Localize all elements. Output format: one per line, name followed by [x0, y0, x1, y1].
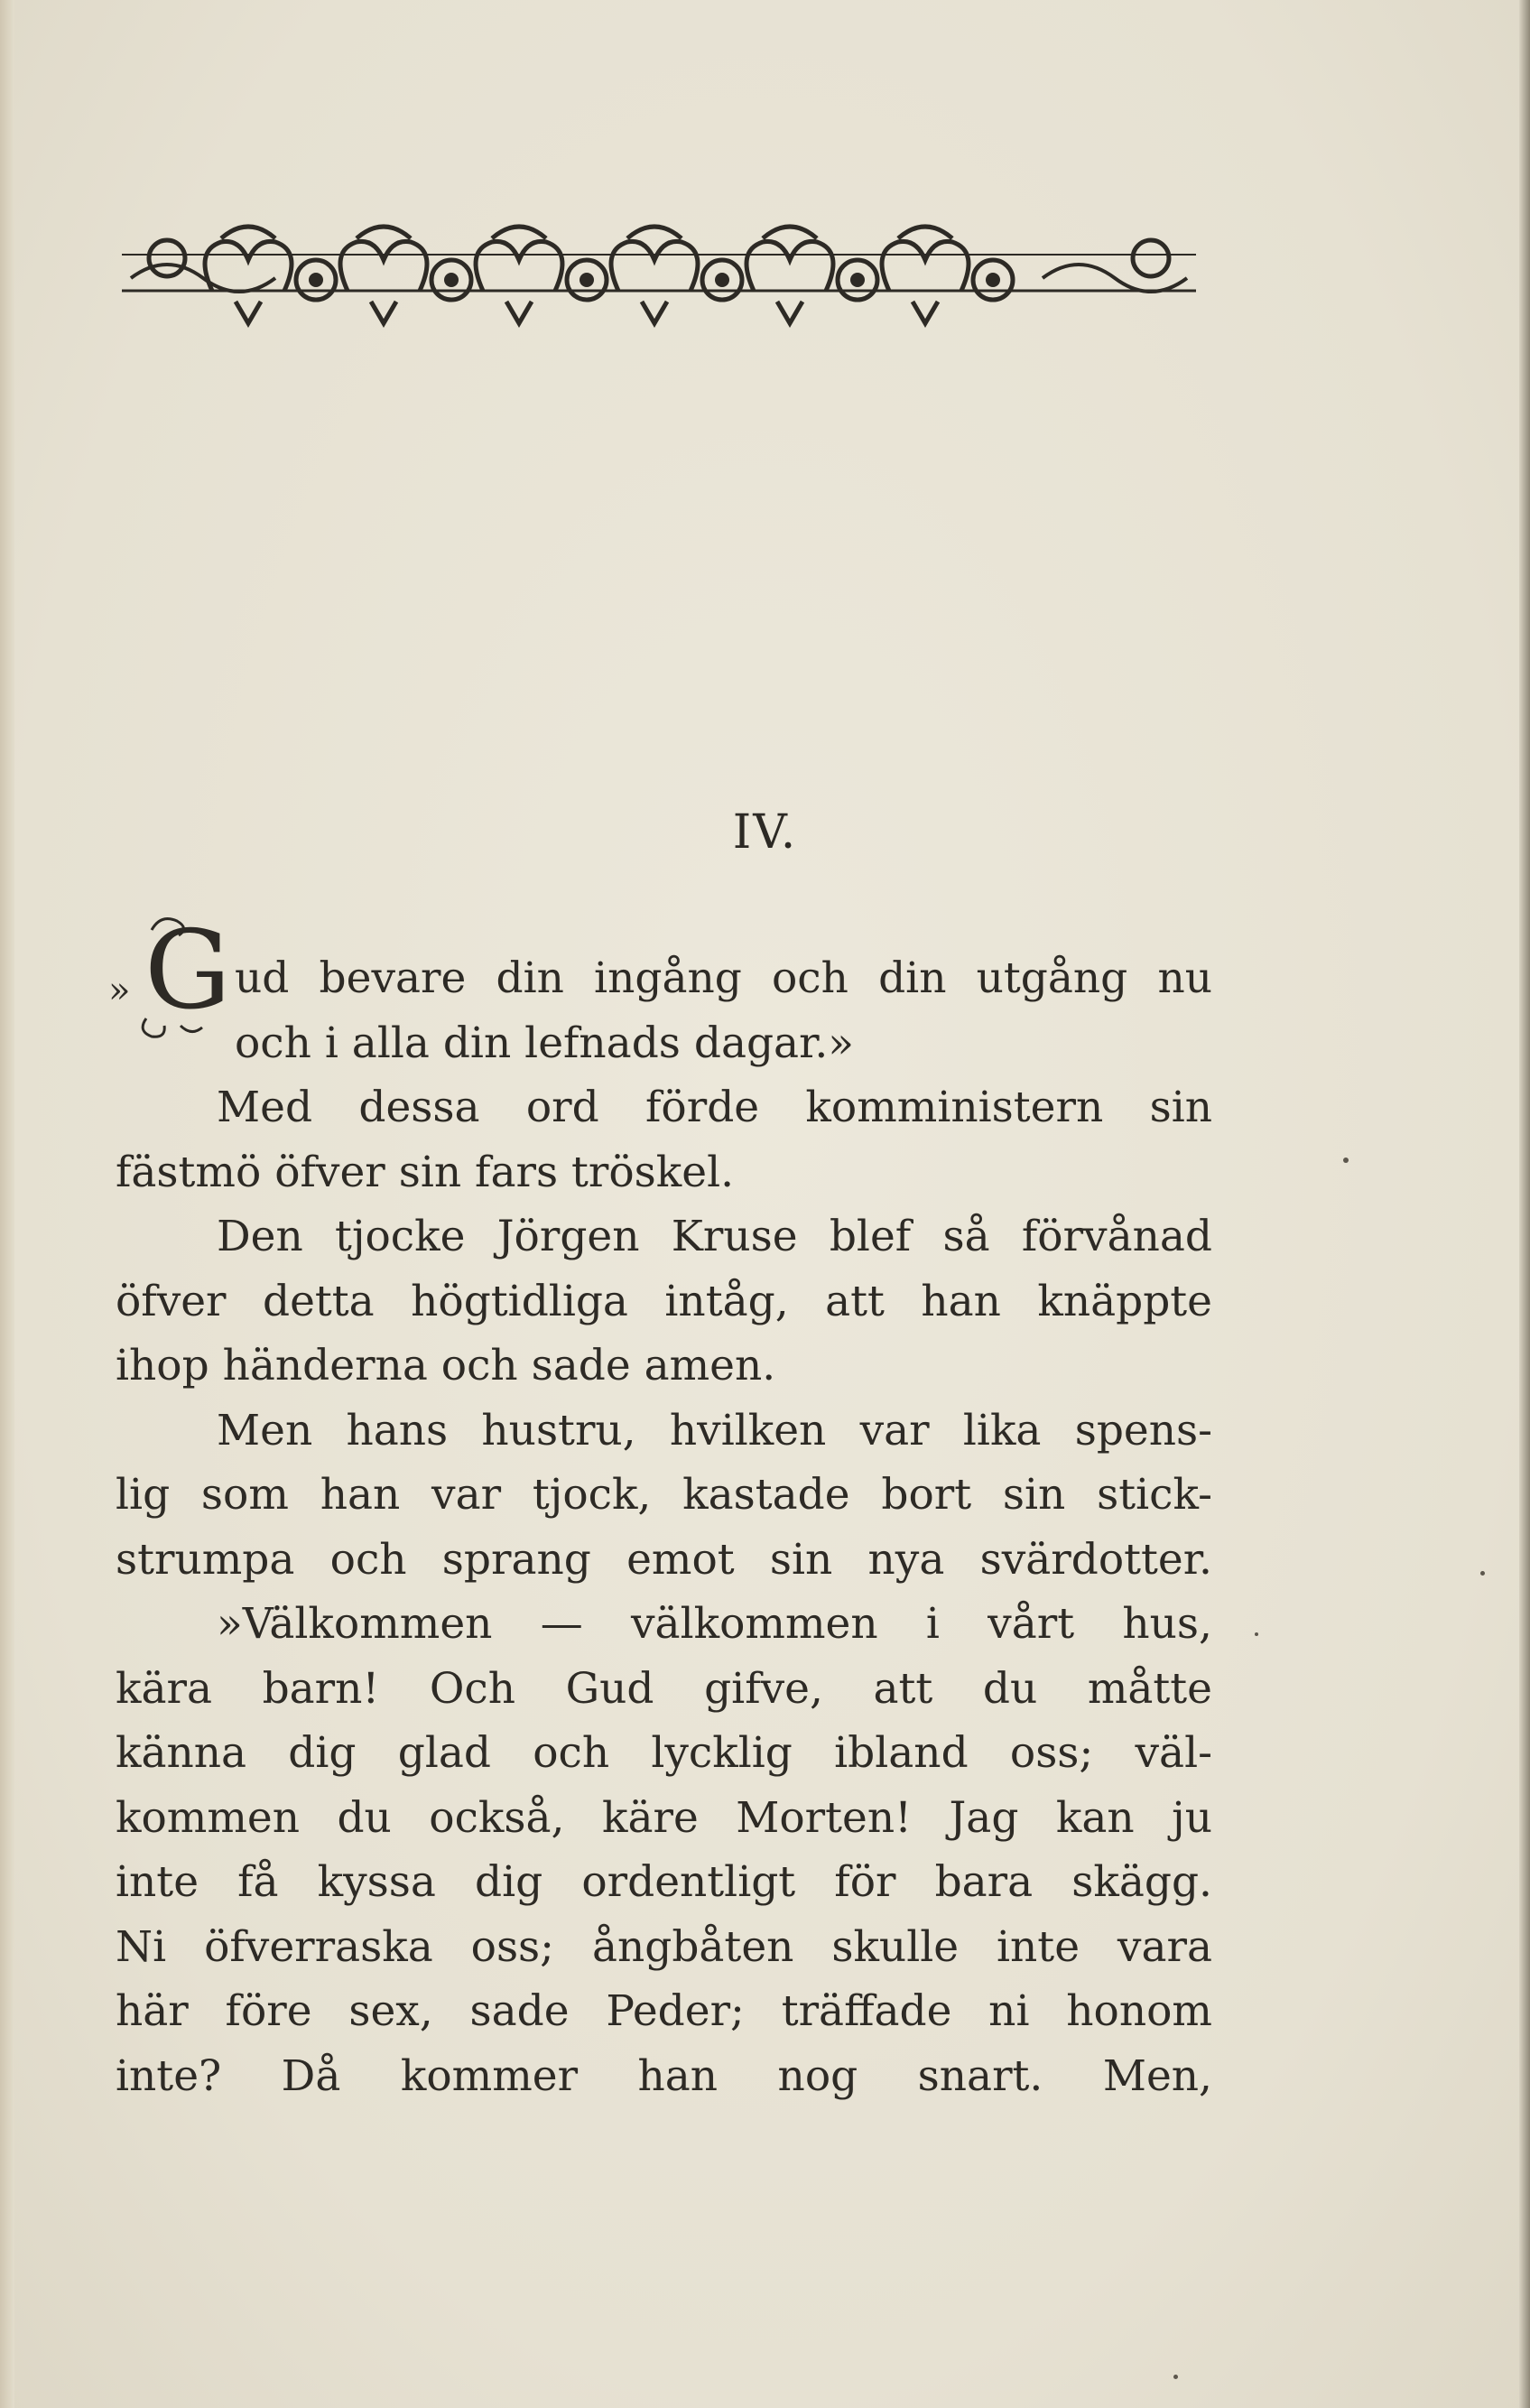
- ornament-pendant: [506, 302, 532, 323]
- dropcap-letter: G: [144, 908, 231, 1034]
- ornament-scroll: [357, 227, 411, 238]
- text-line: inte få kyssa dig ordentligt för bara skägg.: [116, 1857, 1212, 1907]
- opening-quote: »: [108, 970, 131, 1011]
- line-text: ud bevare din ingång och din utgång nu: [235, 953, 1212, 1003]
- paper-speck: [1480, 1571, 1485, 1576]
- ornament-lyre: [340, 241, 427, 291]
- body-text: [108, 908, 1212, 2108]
- text-line: »Välkommen — välkommen i vårt hus,: [217, 1599, 1212, 1649]
- ornament-scroll: [763, 227, 817, 238]
- text-line: Den tjocke Jörgen Kruse blef så förvånad: [217, 1212, 1212, 1261]
- text-line: Men hans hustru, hvilken var lika spens-: [217, 1405, 1212, 1455]
- ornament-lyre: [205, 241, 292, 291]
- ornament-dot: [580, 273, 594, 287]
- text-line: här före sex, sade Peder; träffade ni honom: [116, 1986, 1212, 2036]
- text-line: [108, 908, 1212, 1034]
- ornament-lyre: [476, 241, 562, 291]
- ornament-pendant: [642, 302, 667, 323]
- ornament-end-curl: [1133, 240, 1169, 276]
- ornament-dot: [309, 273, 323, 287]
- text-line: kära barn! Och Gud gifve, att du måtte: [116, 1663, 1212, 1714]
- page-left-edge: [0, 0, 14, 2408]
- ornament-lyre: [611, 241, 698, 291]
- text-line: och i alla din lefnads dagar.»: [235, 1018, 855, 1068]
- ornament-lyre: [746, 241, 833, 291]
- ornament-lyre: [882, 241, 969, 291]
- ornament-dot: [444, 273, 459, 287]
- text-line: öfver detta högtidliga intåg, att han knäppte: [116, 1276, 1212, 1326]
- ornament-scroll: [627, 227, 682, 238]
- paper-speck: [1255, 1632, 1258, 1636]
- ornament-scroll: [898, 227, 952, 238]
- text-line: fästmö öfver sin fars tröskel.: [116, 1147, 735, 1197]
- text-line: ihop händerna och sade amen.: [116, 1341, 776, 1390]
- ornament-dot: [850, 273, 865, 287]
- text-line: Ni öfverraska oss; ångbåten skulle inte vara: [116, 1921, 1212, 1972]
- text-line: lig som han var tjock, kastade bort sin stick-: [116, 1470, 1212, 1520]
- paper-speck: [1173, 2375, 1178, 2379]
- text-line: känna dig glad och lycklig ibland oss; väl-: [116, 1728, 1212, 1778]
- ornamental-header-band: [113, 215, 1205, 330]
- ornament-pendant: [777, 302, 802, 323]
- text-line: kommen du också, käre Morten! Jag kan ju: [116, 1792, 1212, 1843]
- ornament-pendant: [236, 302, 261, 323]
- ornament-end-curl: [149, 240, 185, 276]
- ornament-scroll: [221, 227, 275, 238]
- text-line: Med dessa ord förde komministern sin: [217, 1083, 1212, 1132]
- chapter-heading: IV.: [732, 805, 798, 860]
- ornament-dot: [715, 273, 729, 287]
- ornament-scroll: [492, 227, 546, 238]
- paper-speck: [1343, 1158, 1349, 1163]
- page-right-edge: [1519, 0, 1530, 2408]
- ornament-pendant: [913, 302, 938, 323]
- text-line: inte? Då kommer han nog snart. Men,: [116, 2050, 1212, 2101]
- dropcap-initial: [125, 908, 231, 1047]
- text-line: strumpa och sprang emot sin nya svärdotter.: [116, 1534, 1212, 1585]
- ornament-pendant: [371, 302, 396, 323]
- ornament-dot: [986, 273, 1000, 287]
